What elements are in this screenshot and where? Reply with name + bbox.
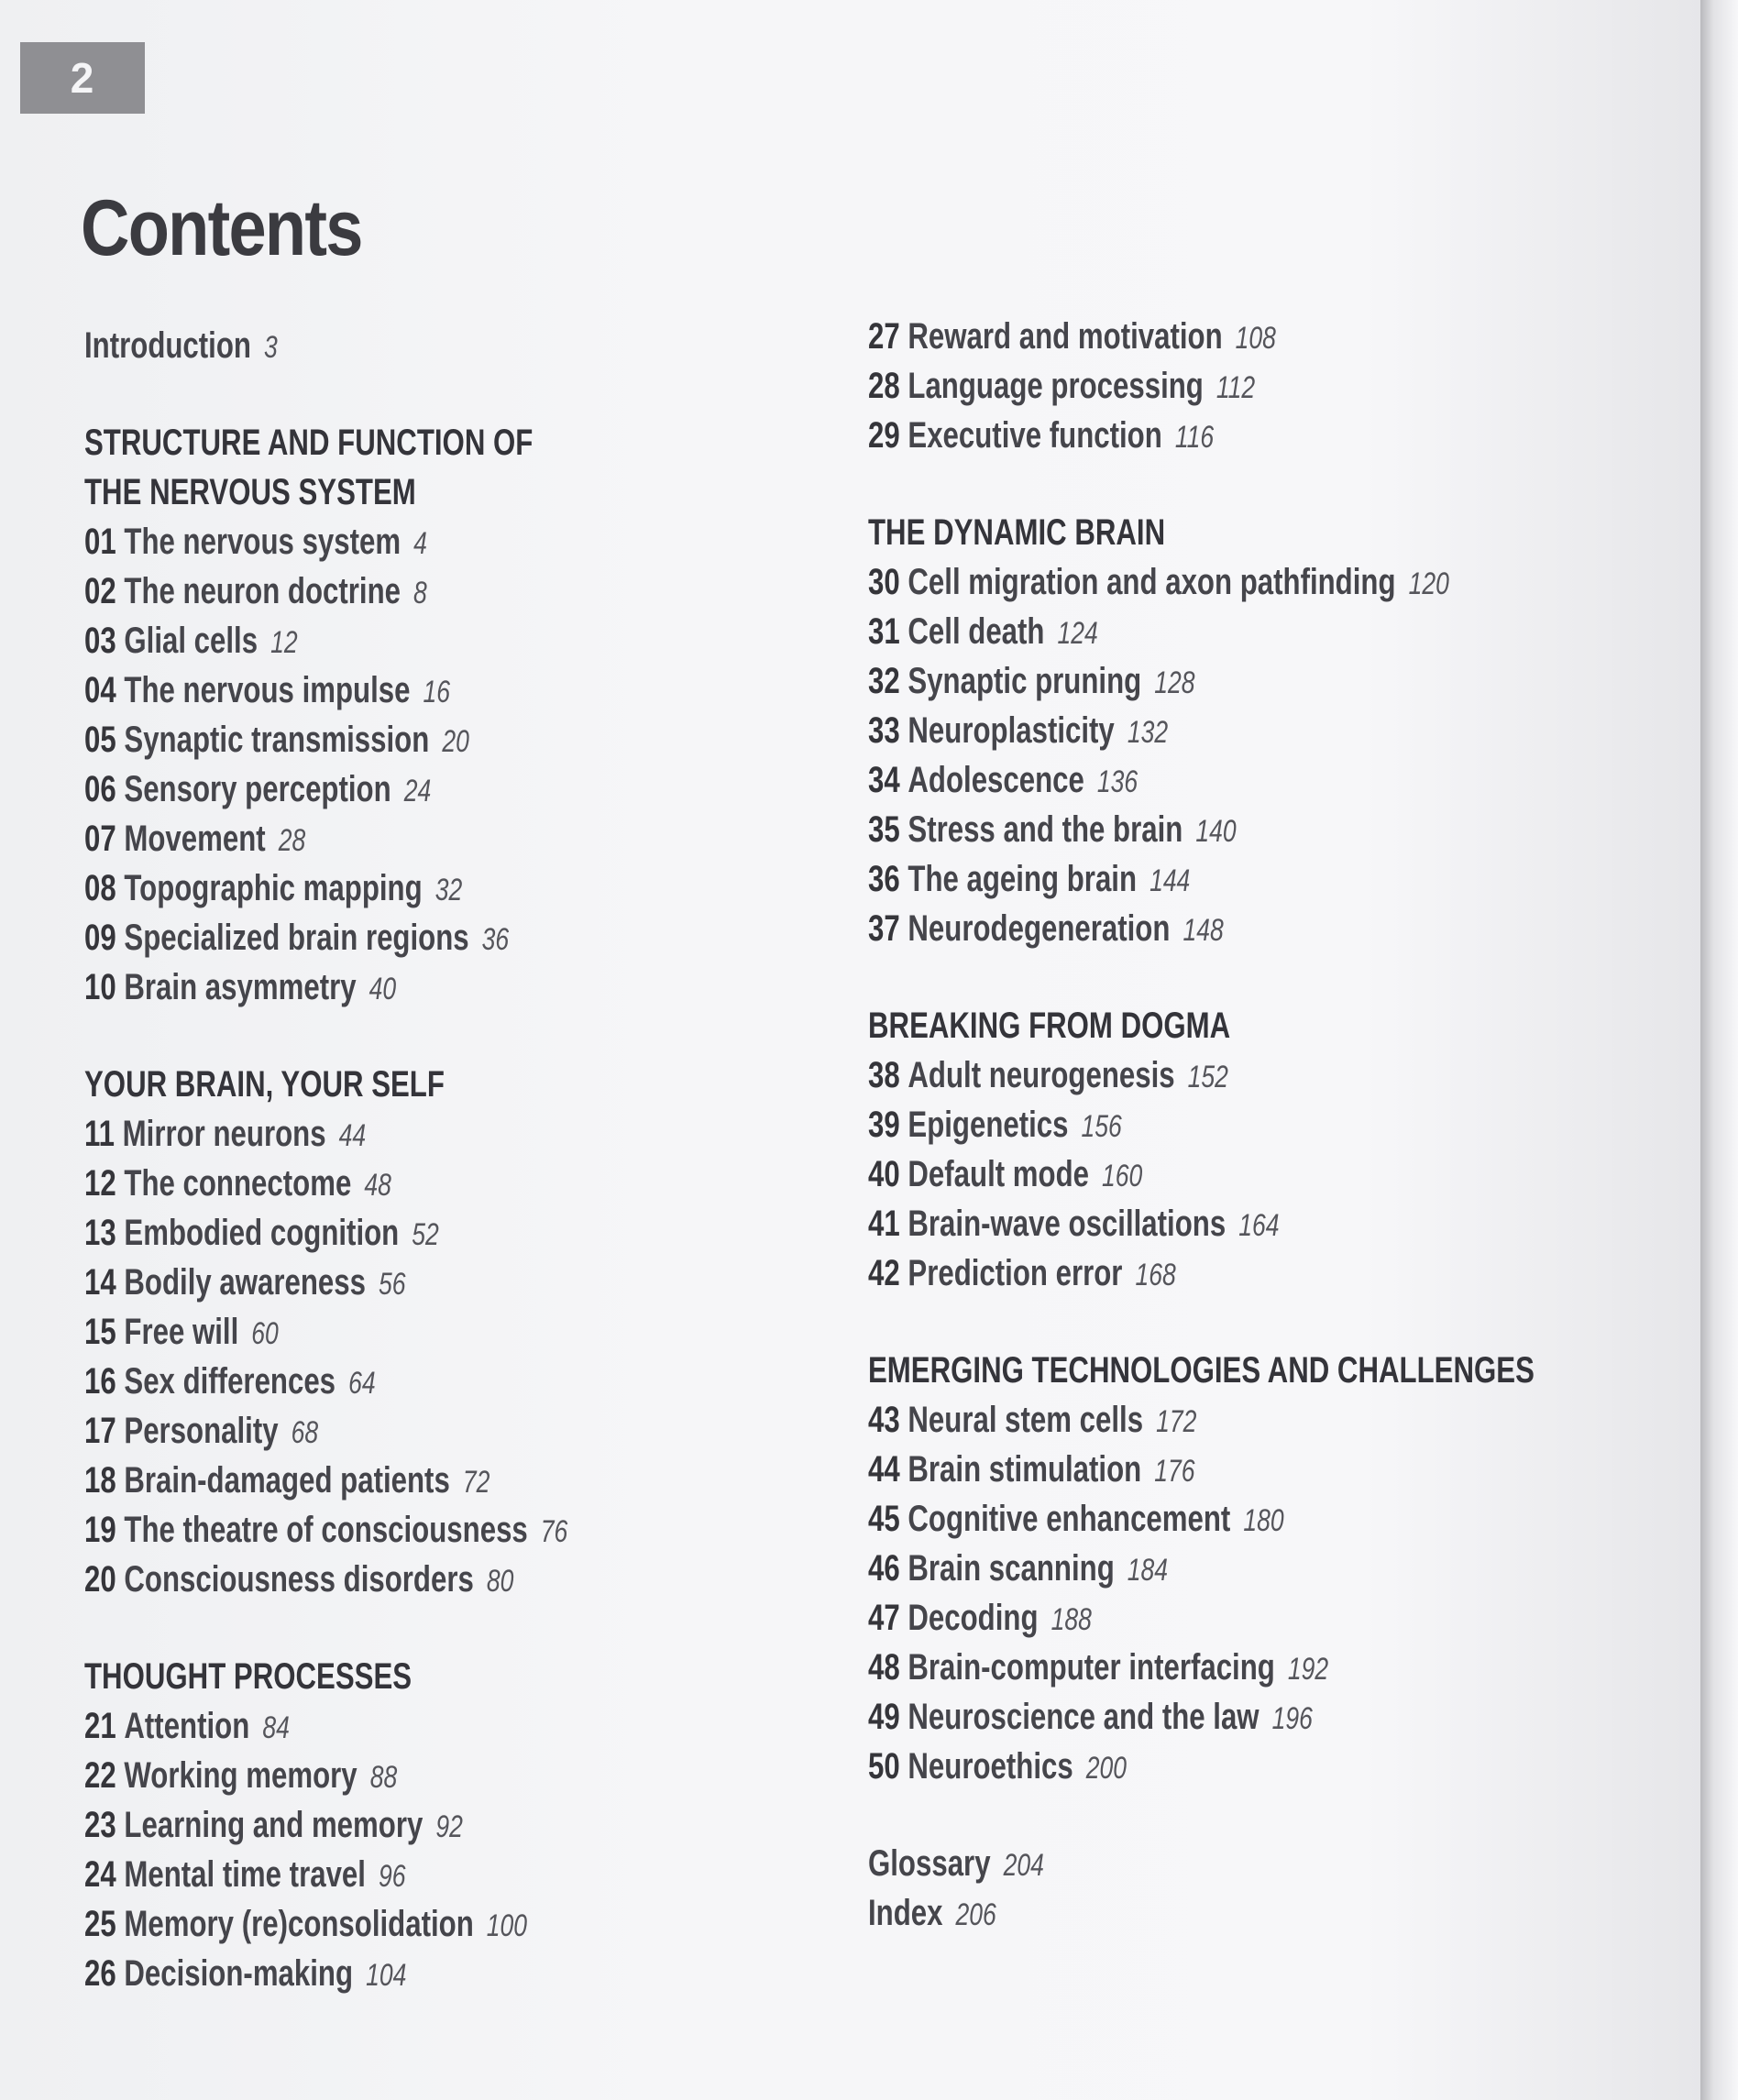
- toc-entry[interactable]: [84, 913, 671, 962]
- toc-entry[interactable]: [868, 1692, 1483, 1742]
- chapter-number: 04: [84, 670, 116, 710]
- chapter-number: 17: [84, 1411, 116, 1451]
- page-ref: 148: [1182, 913, 1224, 948]
- chapter-title: Reward and motivation: [908, 316, 1223, 357]
- chapter-number: 19: [84, 1510, 116, 1550]
- chapter-title: Prediction error: [908, 1253, 1123, 1293]
- toc-entry[interactable]: [84, 1406, 671, 1456]
- chapter-title: Sensory perception: [124, 769, 391, 809]
- chapter-number: 46: [868, 1548, 900, 1589]
- chapter-title: Glossary: [868, 1843, 991, 1884]
- contents-left-column: [84, 321, 836, 2046]
- page-ref: 116: [1174, 420, 1215, 455]
- page-ref: 84: [262, 1710, 290, 1745]
- toc-entry[interactable]: [868, 1149, 1483, 1199]
- page-ref: 88: [369, 1760, 398, 1795]
- toc-entry[interactable]: [84, 1800, 671, 1850]
- chapter-title: Sex differences: [124, 1361, 336, 1402]
- chapter-number: 26: [84, 1953, 116, 1994]
- chapter-title: Adult neurogenesis: [908, 1055, 1175, 1095]
- chapter-number: 44: [868, 1449, 900, 1490]
- chapter-number: 03: [84, 621, 116, 661]
- spacer: [868, 953, 1656, 1001]
- toc-entry[interactable]: [84, 863, 671, 913]
- page-ref: 192: [1287, 1652, 1329, 1687]
- chapter-title: Glial cells: [124, 621, 258, 661]
- page-ref: 80: [486, 1564, 514, 1599]
- chapter-number: 39: [868, 1105, 900, 1145]
- page-number-badge: 2: [20, 42, 145, 114]
- page-ref: 124: [1057, 616, 1098, 651]
- page-ref: 20: [442, 724, 469, 759]
- toc-entry[interactable]: [868, 805, 1483, 854]
- chapter-number: 15: [84, 1312, 116, 1352]
- page-title: Contents: [81, 184, 362, 272]
- chapter-title: The connectome: [124, 1163, 352, 1204]
- page-ref: 120: [1408, 566, 1449, 601]
- chapter-number: 34: [868, 760, 900, 800]
- chapter-number: 06: [84, 769, 116, 809]
- chapter-number: 13: [84, 1213, 116, 1253]
- chapter-number: 36: [868, 859, 900, 899]
- page-ref: 96: [378, 1859, 406, 1894]
- chapter-title: Default mode: [908, 1154, 1090, 1194]
- chapter-number: 10: [84, 967, 116, 1007]
- page-ref: 100: [486, 1908, 528, 1943]
- chapter-number: 32: [868, 661, 900, 701]
- page-ref: 204: [1003, 1848, 1044, 1883]
- page-ref: 184: [1127, 1553, 1169, 1588]
- spacer: [84, 370, 836, 418]
- chapter-number: 12: [84, 1163, 116, 1204]
- page-ref: 64: [348, 1366, 376, 1401]
- chapter-number: 28: [868, 366, 900, 406]
- chapter-title: Brain stimulation: [908, 1449, 1142, 1490]
- page-ref: 48: [364, 1168, 391, 1203]
- page-ref: 144: [1150, 863, 1191, 898]
- chapter-number: 09: [84, 918, 116, 958]
- toc-entry[interactable]: [84, 814, 671, 863]
- spacer: [868, 1298, 1656, 1346]
- chapter-number: 41: [868, 1204, 900, 1244]
- chapter-number: 01: [84, 522, 116, 562]
- page-ref: 156: [1081, 1109, 1122, 1144]
- chapter-title: Neuroethics: [908, 1746, 1073, 1787]
- chapter-number: 48: [868, 1647, 900, 1688]
- toc-entry[interactable]: [868, 1888, 1483, 1938]
- chapter-title: Decoding: [908, 1598, 1039, 1638]
- spacer: [868, 460, 1656, 508]
- toc-entry[interactable]: [84, 764, 671, 814]
- chapter-title: Adolescence: [908, 760, 1084, 800]
- chapter-number: 16: [84, 1361, 116, 1402]
- chapter-title: Working memory: [124, 1755, 358, 1796]
- page-ref: 40: [368, 972, 397, 1006]
- page-ref: 160: [1102, 1159, 1143, 1193]
- chapter-title: Personality: [124, 1411, 279, 1451]
- chapter-title: Topographic mapping: [124, 868, 423, 908]
- toc-entry[interactable]: [84, 665, 671, 715]
- page-ref: 60: [251, 1316, 279, 1351]
- toc-entry[interactable]: [84, 1109, 671, 1159]
- toc-entry[interactable]: [868, 904, 1483, 953]
- chapter-number: 29: [868, 415, 900, 456]
- chapter-title: Index: [868, 1893, 943, 1933]
- page-ref: 8: [413, 576, 427, 610]
- chapter-title: Introduction: [84, 325, 251, 366]
- chapter-number: 02: [84, 571, 116, 611]
- page-ref: 92: [435, 1809, 463, 1844]
- toc-entry[interactable]: [868, 1494, 1483, 1544]
- toc-entry[interactable]: [868, 607, 1483, 656]
- toc-entry[interactable]: [84, 1850, 671, 1899]
- chapter-title: Synaptic pruning: [908, 661, 1142, 701]
- section-heading: BREAKING FROM DOGMA: [868, 1006, 1231, 1046]
- chapter-title: Neural stem cells: [908, 1400, 1144, 1440]
- toc-entry[interactable]: [868, 1839, 1483, 1888]
- toc-entry[interactable]: [868, 755, 1483, 805]
- toc-entry[interactable]: [868, 1445, 1483, 1494]
- chapter-title: Decision-making: [124, 1953, 354, 1994]
- toc-entry[interactable]: [868, 411, 1483, 460]
- page-ref: 112: [1216, 370, 1256, 405]
- toc-entry[interactable]: [84, 1899, 671, 1949]
- chapter-title: Neuroplasticity: [908, 710, 1115, 751]
- chapter-title: Cognitive enhancement: [908, 1499, 1231, 1539]
- chapter-title: Epigenetics: [908, 1105, 1069, 1145]
- chapter-title: Brain-damaged patients: [124, 1460, 450, 1501]
- chapter-title: Language processing: [908, 366, 1204, 406]
- page-ref: 32: [434, 873, 463, 907]
- page-ref: 136: [1096, 764, 1138, 799]
- section-heading: EMERGING TECHNOLOGIES AND CHALLENGES: [868, 1350, 1534, 1391]
- toc-entry[interactable]: [84, 1701, 671, 1751]
- page-ref: 104: [366, 1958, 407, 1993]
- page-ref: 56: [379, 1267, 406, 1302]
- toc-entry[interactable]: [84, 1307, 671, 1357]
- page-ref: 108: [1235, 321, 1276, 356]
- chapter-title: Brain-wave oscillations: [908, 1204, 1226, 1244]
- toc-entry[interactable]: [84, 1555, 671, 1604]
- chapter-number: 42: [868, 1253, 900, 1293]
- chapter-number: 24: [84, 1854, 116, 1895]
- toc-entry[interactable]: [868, 1544, 1483, 1593]
- chapter-title: Memory (re)consolidation: [124, 1904, 474, 1944]
- toc-entry[interactable]: [84, 962, 671, 1012]
- page-edge-shadow: [1700, 0, 1738, 2100]
- toc-entry[interactable]: [84, 1505, 671, 1555]
- chapter-number: 14: [84, 1262, 116, 1303]
- chapter-title: Embodied cognition: [124, 1213, 400, 1253]
- chapter-number: 22: [84, 1755, 116, 1796]
- page-ref: 12: [270, 625, 298, 660]
- toc-entry[interactable]: [84, 517, 671, 566]
- section-heading: THE DYNAMIC BRAIN: [868, 512, 1166, 553]
- chapter-title: Attention: [124, 1706, 250, 1746]
- chapter-title: Specialized brain regions: [124, 918, 469, 958]
- chapter-title: Synaptic transmission: [124, 720, 430, 760]
- chapter-number: 45: [868, 1499, 900, 1539]
- chapter-title: Free will: [124, 1312, 239, 1352]
- chapter-title: Mental time travel: [124, 1854, 366, 1895]
- spacer: [868, 1791, 1656, 1839]
- page-ref: 76: [540, 1514, 568, 1549]
- spacer: [84, 1998, 836, 2046]
- toc-entry[interactable]: [84, 321, 671, 370]
- toc-entry[interactable]: [868, 1199, 1483, 1248]
- toc-entry[interactable]: [84, 1751, 671, 1800]
- chapter-number: 37: [868, 908, 900, 949]
- chapter-title: The ageing brain: [908, 859, 1138, 899]
- toc-entry[interactable]: [84, 1159, 671, 1208]
- chapter-number: 27: [868, 316, 900, 357]
- chapter-number: 18: [84, 1460, 116, 1501]
- chapter-number: 31: [868, 611, 900, 652]
- toc-entry[interactable]: [868, 656, 1483, 706]
- section-heading: YOUR BRAIN, YOUR SELF: [84, 1064, 445, 1105]
- chapter-number: 47: [868, 1598, 900, 1638]
- toc-entry[interactable]: [868, 361, 1483, 411]
- page-ref: 28: [278, 823, 306, 858]
- section-heading: THOUGHT PROCESSES: [84, 1656, 412, 1697]
- page-ref: 164: [1238, 1208, 1280, 1243]
- chapter-title: Neuroscience and the law: [908, 1697, 1260, 1737]
- toc-entry[interactable]: [868, 1100, 1483, 1149]
- chapter-number: 25: [84, 1904, 116, 1944]
- toc-entry[interactable]: [868, 1395, 1483, 1445]
- page-ref: 36: [481, 922, 510, 957]
- page-ref: 152: [1187, 1060, 1228, 1094]
- page-ref: 206: [955, 1897, 996, 1932]
- chapter-title: Mirror neurons: [122, 1114, 326, 1154]
- page-ref: 188: [1050, 1602, 1092, 1637]
- chapter-number: 21: [84, 1706, 116, 1746]
- page-ref: 4: [413, 526, 427, 561]
- chapter-title: Bodily awareness: [124, 1262, 366, 1303]
- toc-entry[interactable]: [868, 1643, 1483, 1692]
- toc-entry[interactable]: [84, 1357, 671, 1406]
- chapter-title: Stress and the brain: [908, 809, 1183, 850]
- chapter-title: Consciousness disorders: [124, 1559, 474, 1600]
- page-ref: 68: [291, 1415, 319, 1450]
- page-ref: 200: [1085, 1751, 1127, 1786]
- spacer: [84, 1012, 836, 1060]
- toc-entry[interactable]: [868, 1050, 1483, 1100]
- toc-entry[interactable]: [868, 1742, 1483, 1791]
- toc-entry[interactable]: [868, 706, 1483, 755]
- page-ref: 16: [423, 675, 451, 709]
- chapter-number: 43: [868, 1400, 900, 1440]
- toc-entry[interactable]: [84, 566, 671, 616]
- chapter-title: Brain-computer interfacing: [908, 1647, 1275, 1688]
- toc-entry[interactable]: [84, 1949, 671, 1998]
- chapter-number: 05: [84, 720, 116, 760]
- page-ref: 72: [462, 1465, 490, 1500]
- chapter-number: 23: [84, 1805, 116, 1845]
- toc-entry[interactable]: [868, 1593, 1483, 1643]
- chapter-title: Movement: [124, 819, 266, 859]
- page-ref: 176: [1154, 1454, 1195, 1489]
- section-heading: STRUCTURE AND FUNCTION OF: [84, 423, 534, 463]
- toc-entry[interactable]: [84, 1208, 671, 1258]
- chapter-number: 08: [84, 868, 116, 908]
- page-ref: 3: [263, 330, 278, 365]
- chapter-title: Neurodegeneration: [908, 908, 1171, 949]
- chapter-title: The neuron doctrine: [124, 571, 402, 611]
- chapter-number: 33: [868, 710, 900, 751]
- spacer: [84, 1604, 836, 1652]
- chapter-title: Executive function: [908, 415, 1162, 456]
- chapter-title: Brain asymmetry: [124, 967, 357, 1007]
- toc-entry[interactable]: [84, 1258, 671, 1307]
- section-heading: THE NERVOUS SYSTEM: [84, 472, 416, 512]
- toc-entry[interactable]: [868, 312, 1483, 361]
- chapter-number: 35: [868, 809, 900, 850]
- chapter-title: Learning and memory: [124, 1805, 424, 1845]
- chapter-number: 20: [84, 1559, 116, 1600]
- chapter-number: 07: [84, 819, 116, 859]
- page-ref: 180: [1243, 1503, 1284, 1538]
- chapter-number: 11: [84, 1114, 115, 1154]
- toc-entry[interactable]: [84, 616, 671, 665]
- chapter-title: Brain scanning: [908, 1548, 1115, 1589]
- page-ref: 44: [338, 1118, 367, 1153]
- chapter-title: Cell death: [908, 611, 1045, 652]
- chapter-number: 38: [868, 1055, 900, 1095]
- toc-entry[interactable]: [868, 854, 1483, 904]
- chapter-title: The nervous impulse: [124, 670, 411, 710]
- chapter-number: 30: [868, 562, 900, 602]
- page-ref: 172: [1156, 1404, 1197, 1439]
- page-ref: 52: [412, 1217, 439, 1252]
- chapter-number: 40: [868, 1154, 900, 1194]
- toc-entry[interactable]: [868, 557, 1483, 607]
- toc-entry[interactable]: [868, 1248, 1483, 1298]
- chapter-title: The nervous system: [124, 522, 402, 562]
- toc-entry[interactable]: [84, 715, 671, 764]
- contents-right-column: [868, 312, 1656, 1938]
- page-ref: 140: [1195, 814, 1237, 849]
- toc-entry[interactable]: [84, 1456, 671, 1505]
- page-ref: 168: [1135, 1258, 1176, 1292]
- chapter-title: Cell migration and axon pathfinding: [908, 562, 1396, 602]
- page-ref: 132: [1127, 715, 1169, 750]
- chapter-number: 49: [868, 1697, 900, 1737]
- page-ref: 24: [403, 774, 432, 808]
- chapter-title: The theatre of consciousness: [124, 1510, 528, 1550]
- chapter-number: 50: [868, 1746, 900, 1787]
- page-ref: 128: [1154, 665, 1195, 700]
- page-ref: 196: [1271, 1701, 1313, 1736]
